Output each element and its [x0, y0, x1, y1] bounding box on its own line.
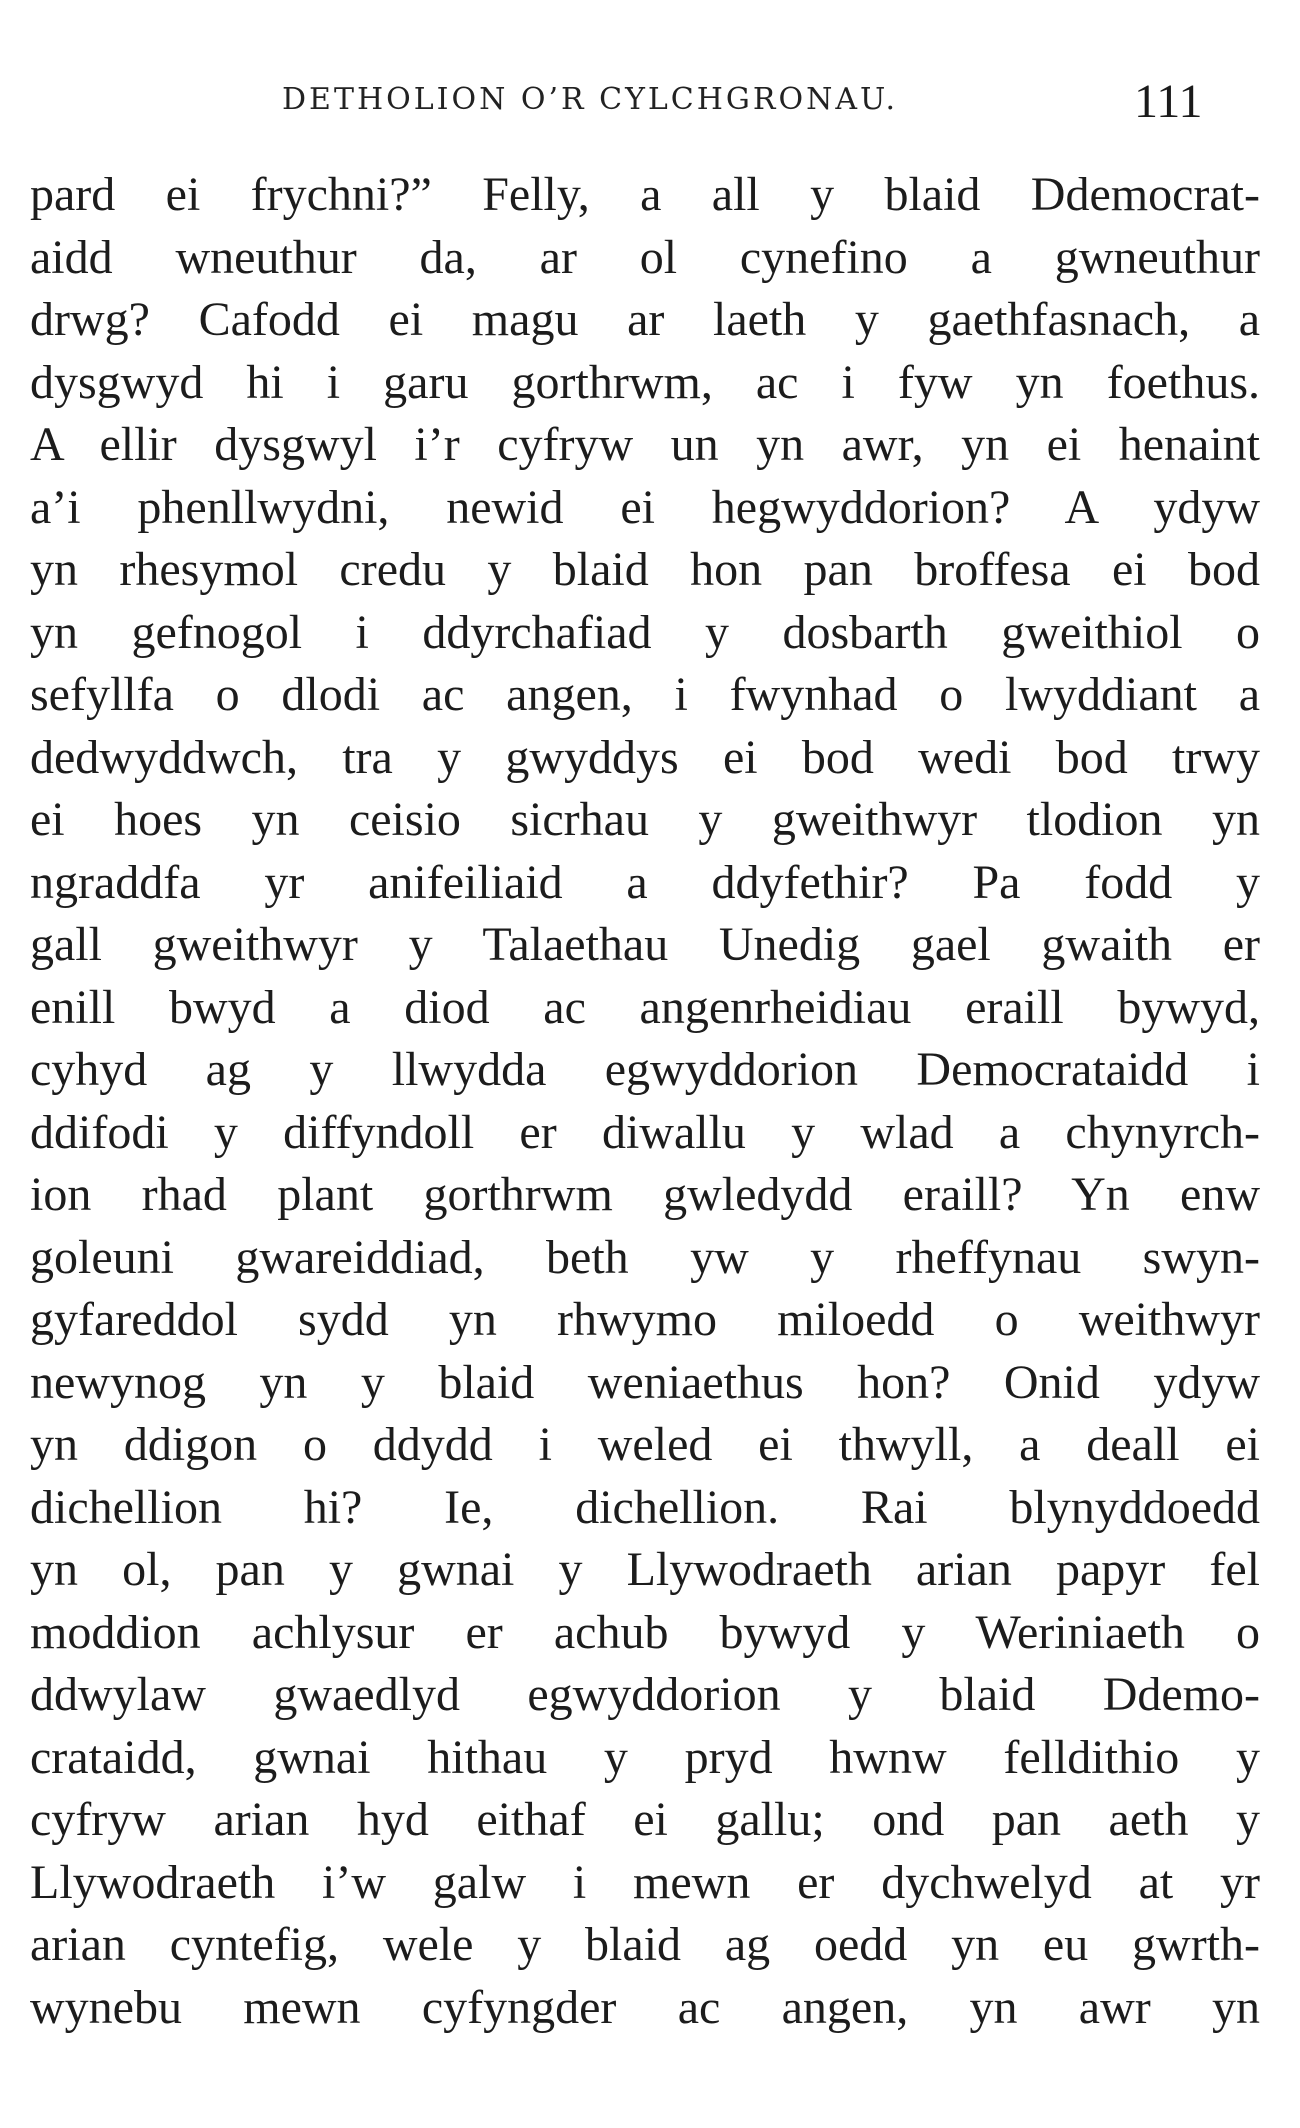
body-text: [30, 164, 1260, 2039]
text-line: dysgwyd hi i garu gorthrwm, ac i fyw yn foethus.: [30, 355, 1260, 409]
text-line: wynebu mewn cyfyngder ac angen, yn awr yn: [30, 1980, 1260, 2034]
text-line: gall gweithwyr y Talaethau Unedig gael gwaith er: [30, 918, 1260, 971]
text-line: a’i phenllwydni, newid ei hegwyddorion? A ydyw: [30, 480, 1260, 534]
text-line: ngraddfa yr anifeiliaid a ddyfethir? Pa fodd y: [30, 855, 1260, 909]
text-line: moddion achlysur er achub bywyd y Weriniaeth o: [30, 1605, 1260, 1659]
text-line: enill bwyd a diod ac angenrheidiau eraill bywyd,: [30, 980, 1260, 1034]
running-head: [0, 74, 1300, 134]
text-line: sefyllfa o dlodi ac angen, i fwynhad o lwyddiant a: [30, 668, 1260, 721]
text-line: cyfryw arian hyd eithaf ei gallu; ond pan aeth y: [30, 1793, 1260, 1846]
text-line: drwg? Cafodd ei magu ar laeth y gaethfasnach, a: [30, 293, 1260, 346]
text-line: A ellir dysgwyl i’r cyfryw un yn awr, yn ei henaint: [30, 418, 1260, 471]
text-line: newynog yn y blaid weniaethus hon? Onid ydyw: [30, 1355, 1260, 1409]
text-line: aidd wneuthur da, ar ol cynefino a gwneuthur: [30, 230, 1260, 284]
text-line: yn ol, pan y gwnai y Llywodraeth arian papyr fel: [30, 1543, 1260, 1596]
text-line: yn ddigon o ddydd i weled ei thwyll, a deall ei: [30, 1418, 1260, 1471]
text-line: cyhyd ag y llwydda egwyddorion Democrataidd i: [30, 1043, 1260, 1096]
text-line: ddifodi y diffyndoll er diwallu y wlad a chynyrch-: [30, 1105, 1260, 1159]
text-line: crataidd, gwnai hithau y pryd hwnw felldithio y: [30, 1730, 1260, 1784]
text-line: Llywodraeth i’w galw i mewn er dychwelyd at yr: [30, 1855, 1260, 1909]
text-line: gyfareddol sydd yn rhwymo miloedd o weithwyr: [30, 1293, 1260, 1346]
page-number: 111: [1134, 75, 1203, 128]
text-line: ddwylaw gwaedlyd egwyddorion y blaid Ddemo-: [30, 1668, 1260, 1721]
text-line: ei hoes yn ceisio sicrhau y gweithwyr tlodion yn: [30, 793, 1260, 846]
text-line: yn gefnogol i ddyrchafiad y dosbarth gweithiol o: [30, 605, 1260, 659]
running-title: DETHOLION O’R CYLCHGRONAU.: [282, 82, 899, 117]
text-line: arian cyntefig, wele y blaid ag oedd yn eu gwrth-: [30, 1918, 1260, 1971]
text-line: yn rhesymol credu y blaid hon pan broffesa ei bod: [30, 543, 1260, 596]
text-line: dedwyddwch, tra y gwyddys ei bod wedi bod trwy: [30, 730, 1260, 784]
text-line: dichellion hi? Ie, dichellion. Rai blynyddoedd: [30, 1480, 1260, 1534]
text-line: pard ei frychni?” Felly, a all y blaid Ddemocrat-: [30, 168, 1260, 221]
text-line: ion rhad plant gorthrwm gwledydd eraill? Yn enw: [30, 1168, 1260, 1221]
text-line: goleuni gwareiddiad, beth yw y rheffynau swyn-: [30, 1230, 1260, 1284]
